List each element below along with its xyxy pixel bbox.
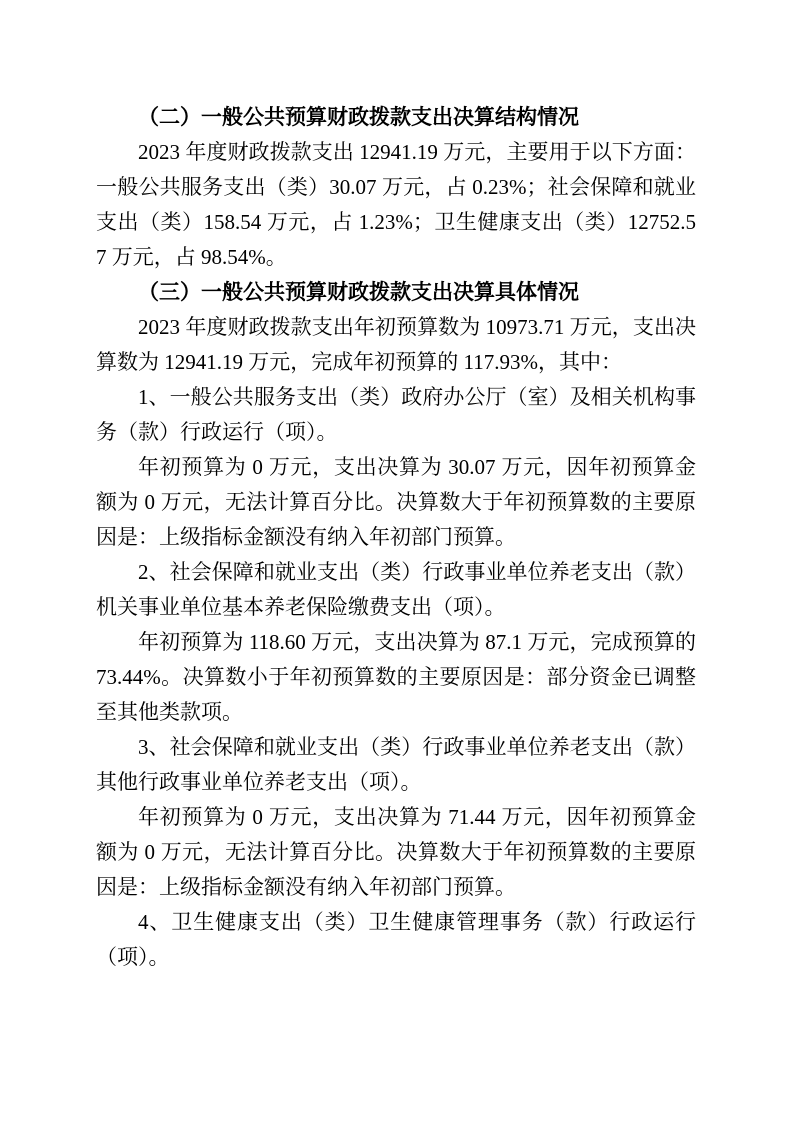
document-content xyxy=(96,100,696,975)
section-heading-2: （三）一般公共预算财政拨款支出决算具体情况 xyxy=(138,281,579,304)
body-paragraph-7: 年初预算为 118.60 万元，支出决算为 87.1 万元，完成预算的 73.44%。决算数小于年初预算数的主要原因是：部分资金已调整至其他类款项。 xyxy=(96,630,696,724)
body-paragraph-5: 年初预算为 0 万元，支出决算为 30.07 万元，因年初预算金额为 0 万元，无法计算百分比。决算数大于年初预算数的主要原因是：上级指标金额没有纳入年初部门预算。 xyxy=(96,455,696,549)
section-heading-0: （二）一般公共预算财政拨款支出决算结构情况 xyxy=(138,106,579,129)
body-paragraph-9: 年初预算为 0 万元，支出决算为 71.44 万元，因年初预算金额为 0 万元，无法计算百分比。决算数大于年初预算数的主要原因是：上级指标金额没有纳入年初部门预算。 xyxy=(96,805,696,899)
body-paragraph-4: 1、一般公共服务支出（类）政府办公厅（室）及相关机构事务（款）行政运行（项）。 xyxy=(96,385,696,444)
body-paragraph-3: 2023 年度财政拨款支出年初预算数为 10973.71 万元，支出决算数为 12941.19 万元，完成年初预算的 117.93%，其中： xyxy=(96,315,696,374)
body-paragraph-1: 2023 年度财政拨款支出 12941.19 万元，主要用于以下方面：一般公共服务支出（类）30.07 万元，占 0.23%；社会保障和就业支出（类）158.54 万元，占 1.23%；卫生健康支出（类）12752.57 万元，占 98.54%。 xyxy=(96,140,696,269)
body-paragraph-10: 4、卫生健康支出（类）卫生健康管理事务（款）行政运行（项）。 xyxy=(96,910,696,969)
body-paragraph-8: 3、社会保障和就业支出（类）行政事业单位养老支出（款）其他行政事业单位养老支出（项）。 xyxy=(96,735,696,794)
body-paragraph-6: 2、社会保障和就业支出（类）行政事业单位养老支出（款）机关事业单位基本养老保险缴费支出（项）。 xyxy=(96,560,696,619)
